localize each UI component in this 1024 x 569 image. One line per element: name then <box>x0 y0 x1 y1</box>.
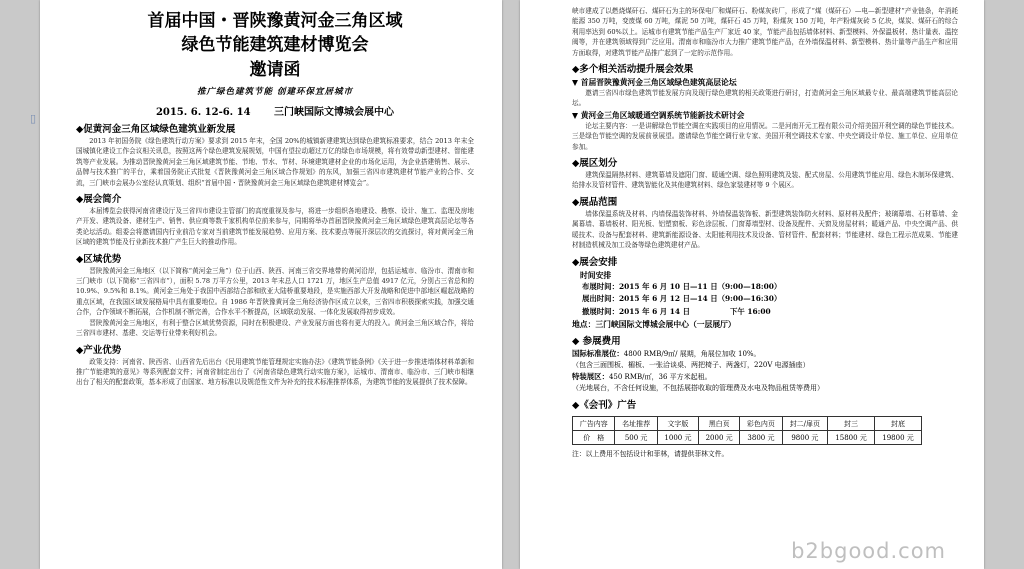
schedule-value: 2015 年 6 月 10 日—11 日（9:00—18:00） <box>618 281 782 291</box>
paragraph: 政策支持：河南省、陕西省、山西省先后出台《民用建筑节能管理规定实施办法》《建筑节能条例》《关于进一步推进墙体材料革新和推广节能建筑的意见》等系列配套文件；河南省制定出台了《河南省绿色建筑行动实施方案》，运城市、渭南市、临汾市、三门峡市相继出台了相关的配套政策，基本形成了由国家、地方标准以及规范性文件为补充的技术标准推荐体系，为建筑节能的发展提供了技术保障。 <box>76 357 474 387</box>
document-page-right <box>520 0 984 569</box>
activity-title: ▼ 黄河金三角区域暖通空调系统节能新技术研讨会 <box>572 110 745 120</box>
date-venue-line <box>76 103 474 118</box>
fee-label: 特装展区： <box>572 372 609 381</box>
table-cell: 1000 元 <box>657 431 698 445</box>
page-content <box>572 6 958 458</box>
watermark: b2bgood.com <box>791 539 946 563</box>
table-cell: 2000 元 <box>699 431 740 445</box>
schedule-label: 撤展时间： <box>582 306 619 316</box>
fee-line <box>572 371 958 383</box>
table-header-cell: 黑白页 <box>699 417 740 431</box>
table-cell: 15800 元 <box>828 431 875 445</box>
schedule-subheading: 时间安排 <box>580 270 612 280</box>
paragraph: 2013 年初国务院《绿色建筑行动方案》要求到 2015 年末，全国 20%的城镇新建建筑达到绿色建筑标准要求，结合 2013 年末全国城镇化建设工作会议相关讯息，按照这两个绿色建筑发展规划，中国有望拉动超过万亿的绿色市场规模，将有效带动新型建材、智能建筑等产业发展。为推动晋陕豫黄河金三角区域建筑节能、节地、节水、节材、环境建筑建材企业的市场化运用，为企业搭建销售、展示、品牌与技术推广的平台，乘着国务院正式批复《晋陕豫黄河金三角区域合作规划》的东风，加强三省四市建筑建材节能产业的合作、交流，三门峡市会展办公室经认真策划、组织“首届中国・晋陕豫黄河金三角区域绿色建筑建材博览会”。 <box>76 137 474 187</box>
page-content <box>76 6 474 388</box>
doc-title-line1: 首届中国・晋陕豫黄河金三角区域 <box>147 11 403 31</box>
table-header-cell: 名址推荐 <box>615 417 657 431</box>
section-heading: ◆《会刊》广告 <box>572 400 637 411</box>
schedule-label: 展出时间： <box>582 294 619 303</box>
paragraph: 建筑保温隔热材料、建筑幕墙及遮阳门窗、暖通空调、绿色照明建筑及装、配式房屋、公用建筑节能应用、绿色木制环保建筑、给排水及管材管件、建筑智能化及其他建筑材料、绿色家装建材等 9 个展区。 <box>572 171 958 190</box>
doc-title-line3: 邀请函 <box>249 60 301 80</box>
fee-value: 450 RMB/㎡，36 平方米起租。 <box>608 373 712 381</box>
table-header-cell: 文字版 <box>657 417 698 431</box>
fee-value: 4800 RMB/9㎡/ 展期，角展位加收 10%。 <box>623 350 761 358</box>
fee-line <box>572 348 958 360</box>
fee-note: （包含三面围板、楣板、一张洽谈桌、两把椅子、两盏灯，220V 电源插座） <box>572 361 810 369</box>
paragraph: 论坛主要内容：一是讲解绿色节能空调在实践项目的应用情况。二是河南开元工程有限公司介绍美国开利空调的绿色节能技术。三是绿色节能空调的发展前景展望。邀请绿色节能空调行业专家、美国开利空调技术专家、中央空调设计单位、施工单位、应用单位参加。 <box>572 121 958 151</box>
section-heading: ◆展会安排 <box>572 256 618 268</box>
table-header-cell: 封底 <box>875 417 922 431</box>
paragraph: 晋陕豫黄河金三角地区（以下简称“黄河金三角”）位于山西、陕西、河南三省交界地带的黄河沿岸，包括运城市、临汾市、渭南市和三门峡市（以下简称“三省四市”），面积 5.78 万平方公里，2013 年末总人口 1721 万，地区生产总值 4917 亿元，分别占三省总和的 10.9%、9.5%和 8.1%。黄河金三角处于我国中西部结合部和欧亚大陆桥重要地段，是实施西部大开发战略和促进中部地区崛起战略的重点区域，在我国区域发展格局中具有重要地位。自 1986 年晋陕豫黄河金三角经济协作区成立以来，三省四市积极探索实践，加强交通合作，合作领域不断拓展，合作机制不断完善，合作水平不断提高，区域联动发展、一体化发展取得初步成效。 <box>76 266 474 317</box>
activity-title: ▼ 首届晋陕豫黄河金三角区域绿色建筑高层论坛 <box>572 78 737 88</box>
ad-price-table <box>572 416 922 445</box>
section-heading: ◆ 参展费用 <box>572 336 621 347</box>
footnote: 注：以上费用不包括设计和菲林，请提供菲林文件。 <box>572 450 729 458</box>
table-header-cell: 封三 <box>828 417 875 431</box>
section-heading: ◆促黄河金三角区域绿色建筑业新发展 <box>76 124 236 135</box>
slogan: 推广绿色建筑节能 创建环保宜居城市 <box>197 87 353 97</box>
section-heading: ◆展区划分 <box>572 158 618 170</box>
schedule-extra: 下午 16:00 <box>730 306 771 316</box>
paragraph: 邀请三省四市绿色建筑节能发展方向及现行绿色建筑的相关政策进行研讨，打造黄河金三角区域最专业、最高端建筑节能高层论坛。 <box>572 89 958 108</box>
paragraph: 本届博览会获得河南省建设厅及三省四市建设主管部门的高度重视及参与，将进一步组织各地建设、勘察、设计、施工、监理及房地产开发、建筑设备、建材生产、销售、供应商等数千家机构单位前来参与，同期将举办首届晋陕豫黄河金三角区域绿色建筑高层论坛等各类论坛活动。组委会将邀请国内行业前沿专家对当前建筑节能发展趋势、应用方案、技术要点等展开深层次的交流探讨，将对黄河金三角区域的建筑节能及行业新技术推广产生巨大的推动作用。 <box>76 207 474 247</box>
schedule-row <box>572 281 958 294</box>
section-heading: ◆展品范围 <box>572 196 618 208</box>
paragraph: 晋陕豫黄河金三角地区，有利于整合区域优势资源，同时在积极建设、产业发展方面也将有更大的投入。黄河金三角区域合作，将给三省四市建材、基建、交运等行业带来利好机会。 <box>76 318 474 338</box>
schedule-value: 2015 年 6 月 12 日—14 日（9:00—16:30） <box>618 294 782 303</box>
section-heading: ◆展会简介 <box>76 194 122 206</box>
document-margin-icon[interactable]: ▯ <box>30 112 37 125</box>
doc-title-line2: 绿色节能建筑建材博览会 <box>181 35 369 55</box>
fee-label: 国际标准展位： <box>572 349 624 358</box>
table-header-cell: 封二/扉页 <box>782 417 827 431</box>
schedule-row <box>572 293 958 306</box>
schedule-label: 布展时间： <box>582 281 619 291</box>
table-cell: 9800 元 <box>782 431 827 445</box>
schedule-row <box>572 306 958 319</box>
schedule-value: 2015 年 6 月 14 日 <box>618 306 691 316</box>
fee-note: （光地展台，不含任何设施，不包括展搭收取的管理费及水电及物品租赁等费用） <box>572 384 824 392</box>
section-heading: ◆多个相关活动提升展会效果 <box>572 64 694 76</box>
table-cell: 3800 元 <box>740 431 782 445</box>
table-header-cell: 广告内容 <box>573 417 615 431</box>
table-header-row <box>573 417 922 431</box>
paragraph: 峡市建成了以燃烧煤矸石、煤矸石为主的环保电厂和煤矸石、粉煤灰砖厂，形成了“煤（煤矸石）—电—新型建材”产业链条，年消耗能源 350 万吨，变废煤 60 万吨，煤泥 50 万吨，煤矸石 45 万吨，粉煤灰 150 万吨，年产粉煤灰砖 5 亿块，煤炭、煤矸石的综合利用率达到 60%以上。运城市有建筑节能产品生产厂家近 40 家，节能产品包括墙体材料、新型模料、外保温板材、热计量表、温控阀等，并在建筑领域得到广泛应用。渭南市和临汾市大力推广建筑节能产品，在外墙保温材料、新型模料、热计量等产品生产和应用方面取得，对建筑节能产品推广起到了一定的示范作用。 <box>572 7 958 57</box>
section-heading: ◆产业优势 <box>76 344 122 356</box>
table-row <box>573 431 922 445</box>
section-heading: ◆区域优势 <box>76 253 122 265</box>
paragraph: 墙体保温系统及材料、内墙保温装饰材料、外墙保温装饰板、新型建筑装饰防火材料、原材料及配件；玻璃幕墙、石材幕墙、金属幕墙、幕墙板材、阳光板、铝塑窗板、彩色涂层板、门窗幕墙型材、设备及配件、天窗及房屋材料；暖通产品、中央空调产品、供暖技术、设备与配套材料、建筑新能源设备、太阳能利用技术及设备、管材管件、配套材料；节能建材、绿色工程示范成果、节能建材制造机械及加工设备等绿色建筑建材产品。 <box>572 209 958 250</box>
location-line: 地点：三门峡国际文博城会展中心（一层展厅） <box>572 320 736 329</box>
table-cell: 500 元 <box>615 431 657 445</box>
table-header-cell: 彩色内页 <box>740 417 782 431</box>
document-page-left <box>40 0 502 569</box>
event-date: 2015. 6. 12-6. 14 <box>155 107 251 118</box>
table-cell: 价 格 <box>573 431 615 445</box>
event-venue: 三门峡国际文博城会展中心 <box>274 107 395 118</box>
table-cell: 19800 元 <box>875 431 922 445</box>
